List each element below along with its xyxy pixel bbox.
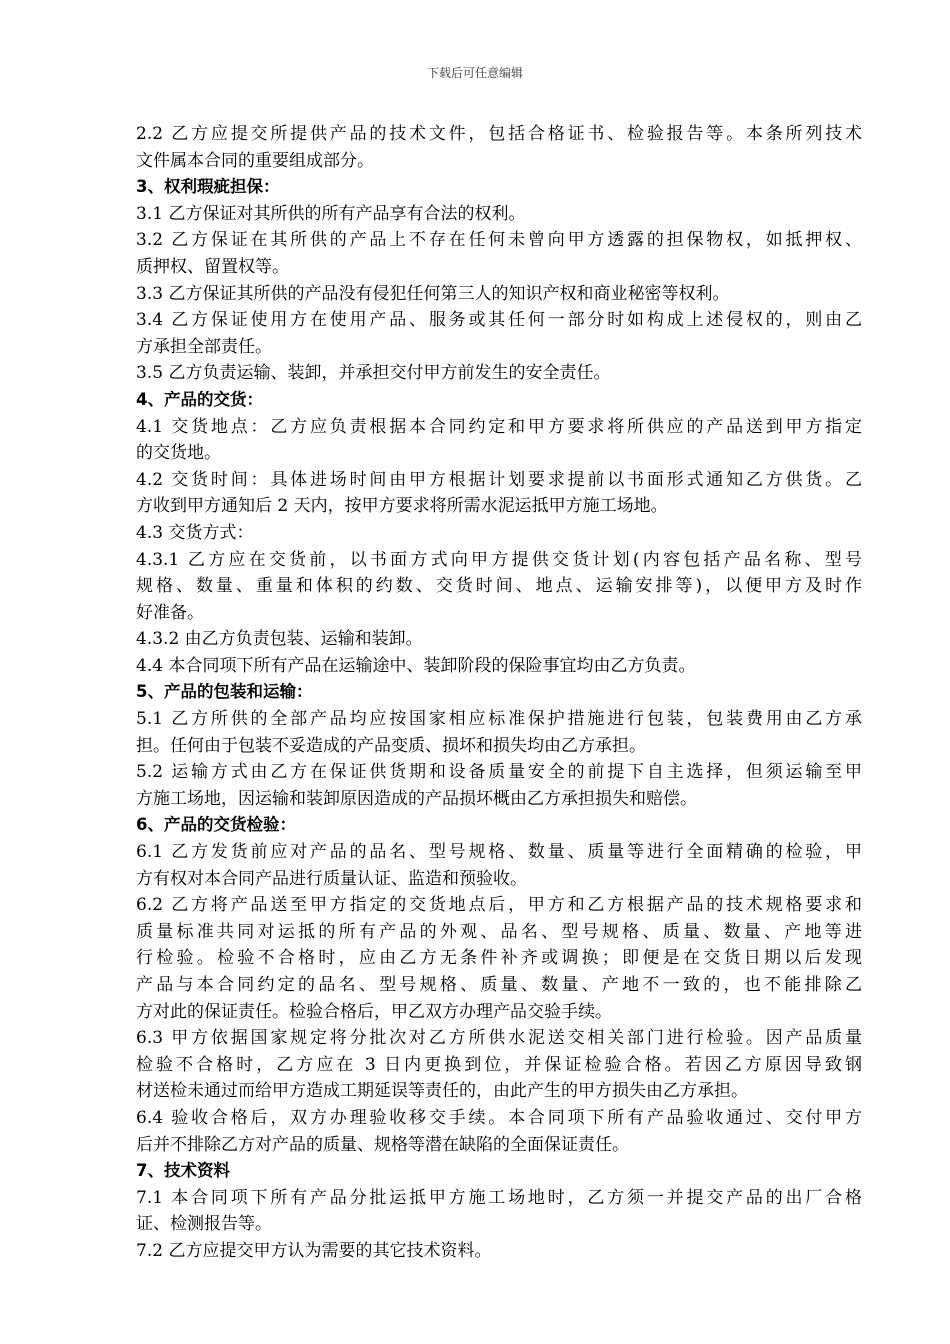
clause-line: 6.3 甲方依据国家规定将分批次对乙方所供水泥送交相关部门进行检验。因产品质量 bbox=[136, 1028, 862, 1049]
clause-line: 3.3 乙方保证其所供的产品没有侵犯任何第三人的知识产权和商业秘密等权利。 bbox=[136, 283, 730, 304]
clause-line: 的交货地。 bbox=[136, 443, 221, 464]
clause-line: 4.3 交货方式： bbox=[136, 522, 254, 543]
clause-line: 6.1 乙方发货前应对产品的品名、型号规格、数量、质量等进行全面精确的检验，甲 bbox=[136, 842, 862, 863]
section-heading: 7、技术资料 bbox=[136, 1161, 230, 1181]
clause-line: 7.2 乙方应提交甲方认为需要的其它技术资料。 bbox=[136, 1240, 492, 1261]
clause-line: 3.1 乙方保证对其所供的所有产品享有合法的权利。 bbox=[136, 203, 526, 224]
section-heading: 6、产品的交货检验： bbox=[136, 815, 296, 835]
section-heading: 5、产品的包装和运输： bbox=[136, 682, 313, 702]
clause-line: 4.3.1 乙方应在交货前，以书面方式向甲方提供交货计划(内容包括产品名称、型号 bbox=[136, 549, 862, 570]
clause-line: 6.2 乙方将产品送至甲方指定的交货地点后，甲方和乙方根据产品的技术规格要求和 bbox=[136, 895, 862, 916]
clause-line: 方施工场地，因运输和装卸原因造成的产品损坏概由乙方承担损失和赔偿。 bbox=[136, 788, 697, 809]
clause-line: 好准备。 bbox=[136, 602, 204, 623]
clause-line: 质押权、留置权等。 bbox=[136, 256, 289, 277]
clause-line: 证、检测报告等。 bbox=[136, 1214, 272, 1235]
clause-line: 3.5 乙方负责运输、装卸，并承担交付甲方前发生的安全责任。 bbox=[136, 363, 611, 384]
clause-line: 检验不合格时，乙方应在 3 日内更换到位，并保证检验合格。若因乙方原因导致钢 bbox=[136, 1054, 862, 1075]
clause-line: 质量标准共同对运抵的所有产品的外观、品名、型号规格、质量、数量、产地等进 bbox=[136, 921, 862, 942]
clause-line: 担。任何由于包装不妥造成的产品变质、损坏和损失均由乙方承担。 bbox=[136, 735, 646, 756]
clause-line: 4.4 本合同项下所有产品在运输途中、装卸阶段的保险事宜均由乙方负责。 bbox=[136, 655, 696, 676]
clause-line: 规格、数量、重量和体积的约数、交货时间、地点、运输安排等)，以便甲方及时作 bbox=[136, 576, 862, 597]
clause-line: 6.4 验收合格后，双方办理验收移交手续。本合同项下所有产品验收通过、交付甲方 bbox=[136, 1107, 862, 1128]
clause-line: 4.2 交货时间：具体进场时间由甲方根据计划要求提前以书面形式通知乙方供货。乙 bbox=[136, 469, 862, 490]
clause-line: 5.1 乙方所供的全部产品均应按国家相应标准保护措施进行包装，包装费用由乙方承 bbox=[136, 709, 862, 730]
clause-line: 3.4 乙方保证使用方在使用产品、服务或其任何一部分时如构成上述侵权的，则由乙 bbox=[136, 310, 862, 331]
clause-line: 3.2 乙方保证在其所供的产品上不存在任何未曾向甲方透露的担保物权，如抵押权、 bbox=[136, 230, 862, 251]
page-header: 下载后可任意编辑 bbox=[426, 66, 523, 80]
clause-line: 产品与本合同约定的品名、型号规格、质量、数量、产地不一致的，也不能排除乙 bbox=[136, 975, 862, 995]
clause-line: 方有权对本合同产品进行质量认证、监造和预验收。 bbox=[136, 868, 527, 889]
section-heading: 4、产品的交货： bbox=[136, 389, 263, 409]
section-heading: 3、权利瑕疵担保： bbox=[136, 177, 280, 197]
clause-line: 行检验。检验不合格时，应由乙方无条件补齐或调换；即便是在交货日期以后发现 bbox=[136, 948, 862, 969]
clause-line: 2.2 乙方应提交所提供产品的技术文件，包括合格证书、检验报告等。本条所列技术 bbox=[136, 124, 862, 144]
clause-line: 4.1 交货地点：乙方应负责根据本合同约定和甲方要求将所供应的产品送到甲方指定 bbox=[136, 416, 862, 437]
clause-line: 方对此的保证责任。检验合格后，甲乙双方办理产品交验手续。 bbox=[136, 1001, 612, 1022]
clause-line: 文件属本合同的重要组成部分。 bbox=[136, 150, 374, 171]
clause-line: 4.3.2 由乙方负责包装、运输和装卸。 bbox=[136, 629, 423, 650]
clause-line: 5.2 运输方式由乙方在保证供货期和设备质量安全的前提下自主选择，但须运输至甲 bbox=[136, 762, 862, 783]
clause-line: 7.1 本合同项下所有产品分批运抵甲方施工场地时，乙方须一并提交产品的出厂合格 bbox=[136, 1187, 862, 1208]
clause-line: 材送检未通过而给甲方造成工期延误等责任的，由此产生的甲方损失由乙方承担。 bbox=[136, 1081, 748, 1102]
clause-line: 方承担全部责任。 bbox=[136, 336, 272, 357]
clause-line: 方收到甲方通知后 2 天内，按甲方要求将所需水泥运抵甲方施工场地。 bbox=[136, 496, 668, 517]
contract-body bbox=[136, 121, 862, 1265]
clause-line: 后并不排除乙方对产品的质量、规格等潜在缺陷的全面保证责任。 bbox=[136, 1134, 629, 1155]
